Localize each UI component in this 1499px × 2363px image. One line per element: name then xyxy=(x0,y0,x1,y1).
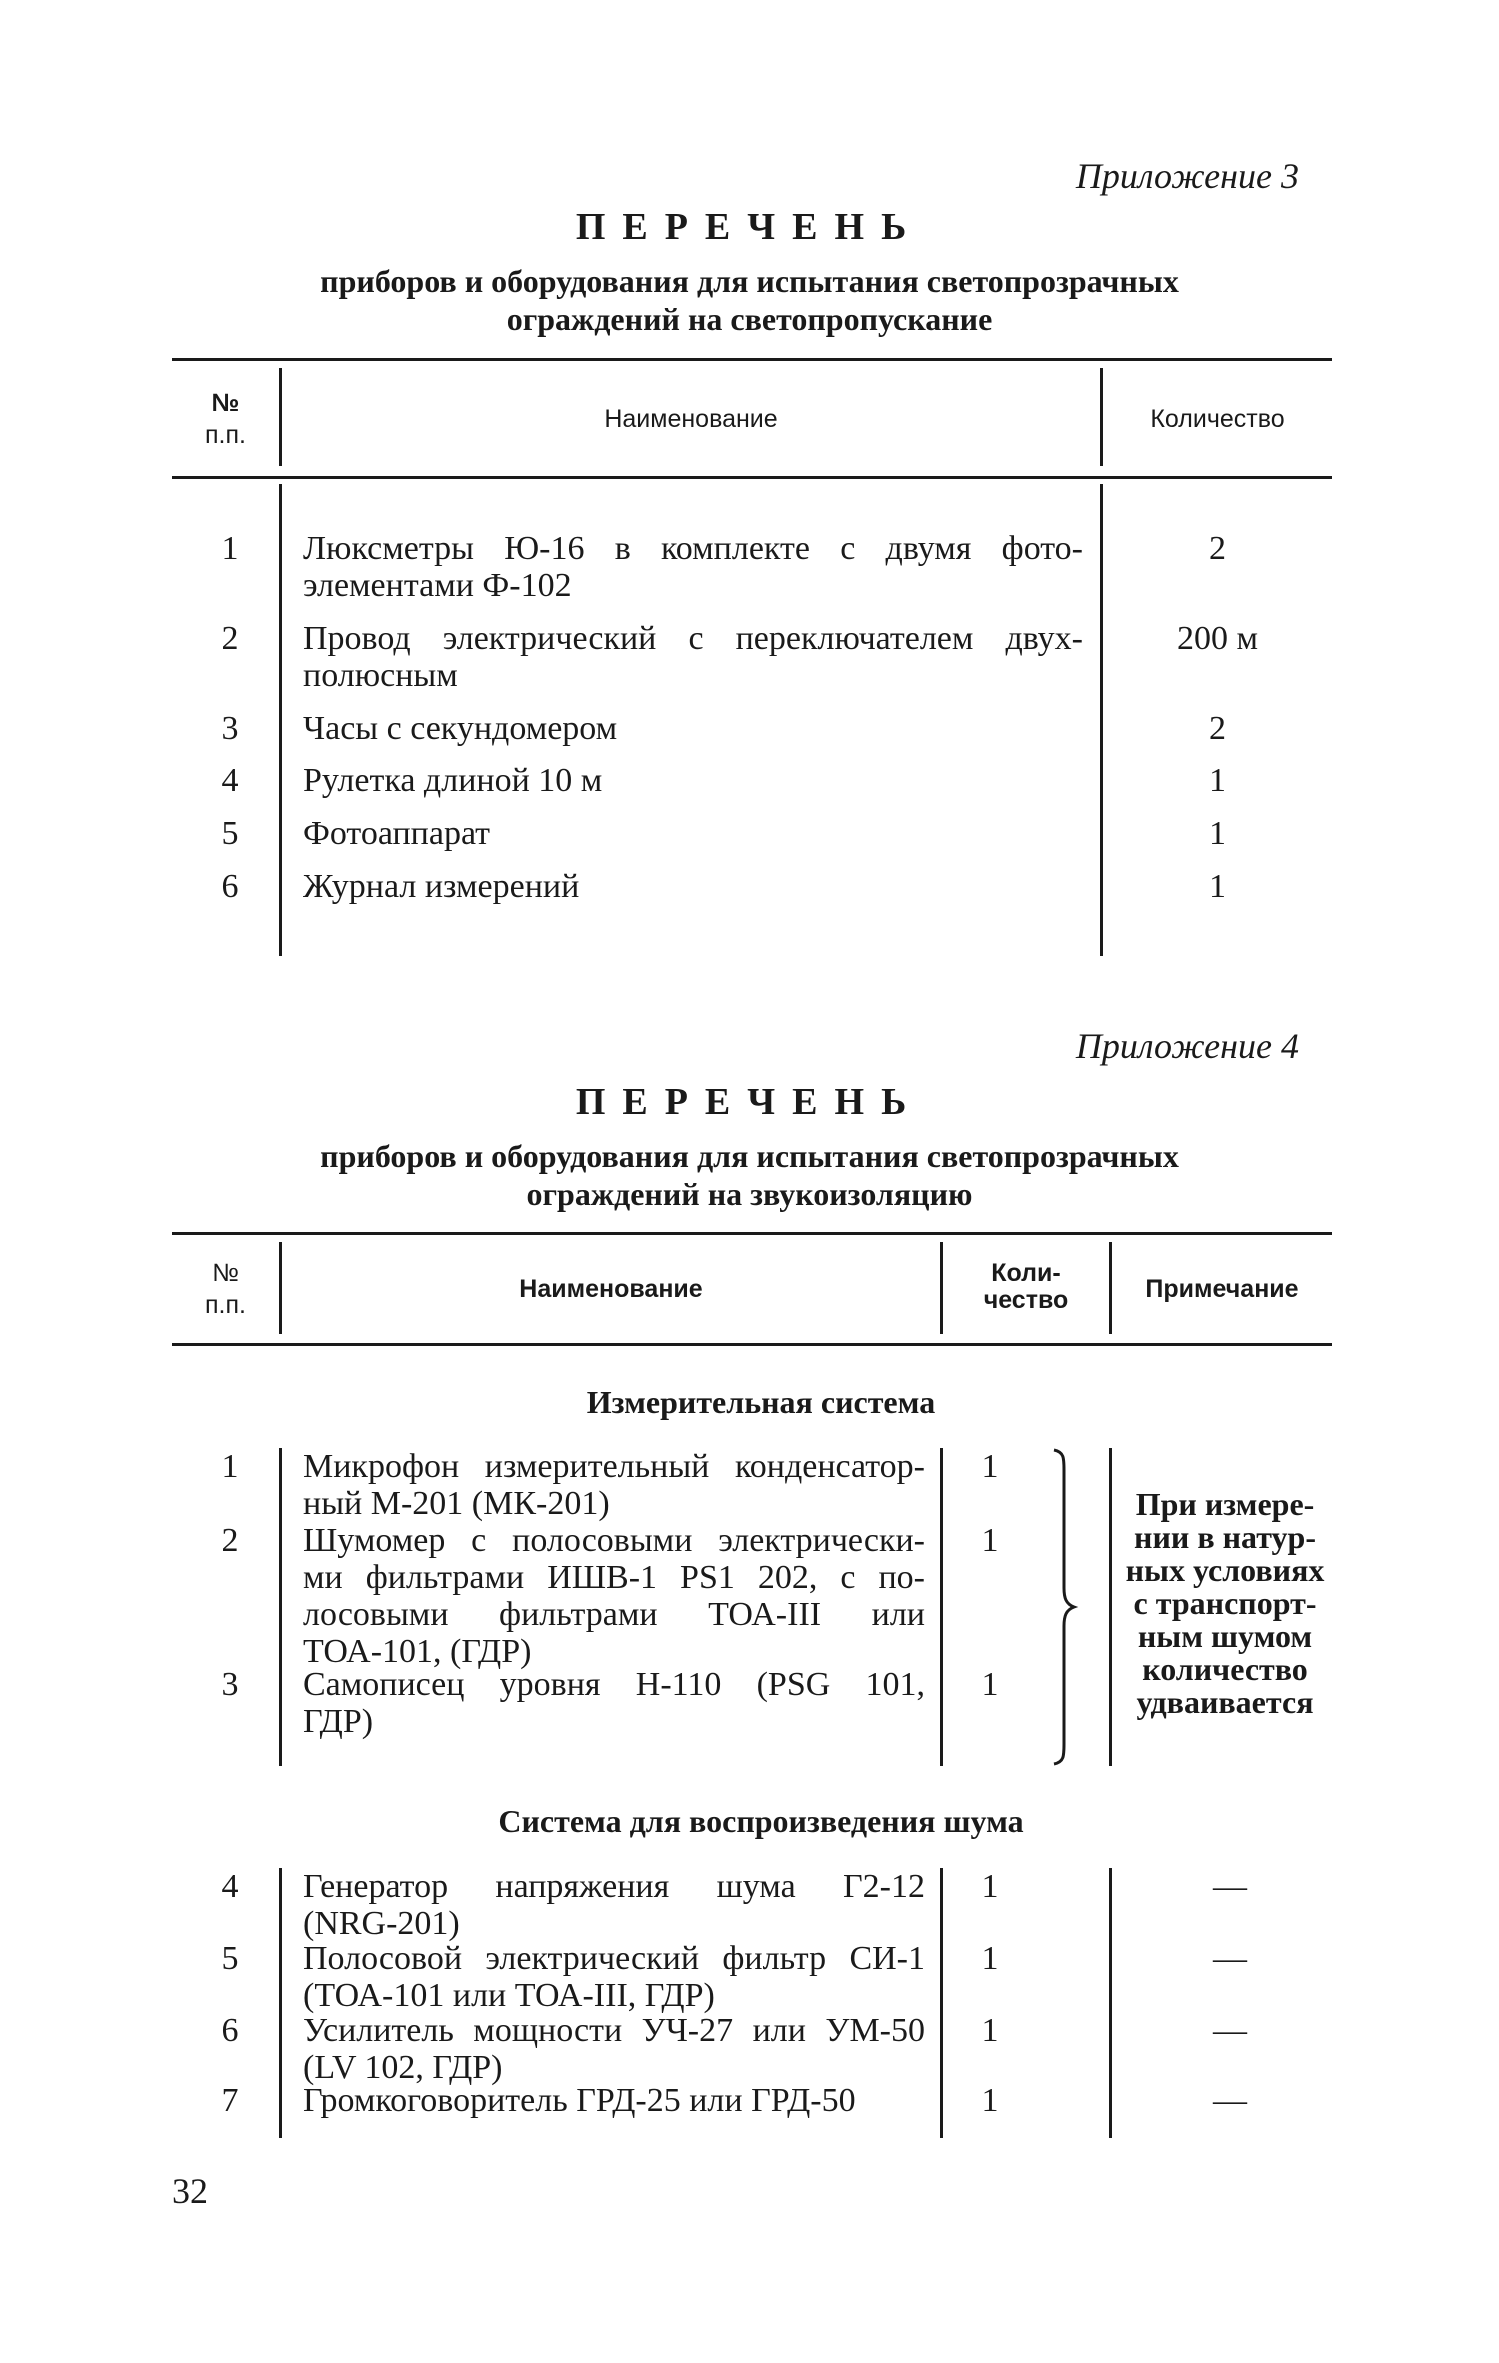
right-brace xyxy=(1050,1448,1080,1766)
table-3-row-2-name: Провод электрический с переключателем двух- полюсным xyxy=(303,620,1083,694)
appendix-3-title: ПЕРЕЧЕНЬ xyxy=(575,206,924,248)
table-3-row-4-name: Рулетка длиной 10 м xyxy=(303,762,603,799)
table-4-row-7-name: Громкоговоритель ГРД-25 или ГРД-50 xyxy=(303,2082,856,2119)
table-3-header-rule xyxy=(172,476,1332,479)
table-3-row-5-name: Фотоаппарат xyxy=(303,815,491,852)
appendix-4-subtitle-line1: приборов и оборудования для испытания светопрозрачных xyxy=(320,1138,1179,1174)
table-4-sec1-divider-2 xyxy=(940,1448,943,1766)
table-4-header-qty-line1: Коли- xyxy=(991,1259,1061,1287)
table-3-row-6-num: 6 xyxy=(221,868,239,905)
table-3-row-4-qty: 1 xyxy=(1209,762,1226,799)
table-3-row-6-name: Журнал измерений xyxy=(303,868,580,905)
table-3-row-2-num: 2 xyxy=(221,620,239,657)
appendix-3-subtitle-line2: ограждений на светопропускание xyxy=(506,301,993,337)
appendix-4-label: Приложение 4 xyxy=(1075,1026,1299,1066)
table-4-header-qty-line2: чество xyxy=(983,1286,1069,1314)
table-4-row-4-note: — xyxy=(1213,1868,1247,1905)
table-3-header-num-line1: № xyxy=(211,389,240,417)
table-4-row-2-num: 2 xyxy=(221,1522,239,1559)
table-3-header-name: Наименование xyxy=(604,405,778,433)
table-4-sec1-divider-3 xyxy=(1109,1448,1112,1766)
table-4-row-5-name: Полосовой электрический фильтр СИ-1 (ТОА-101 или ТОА-III, ГДР) xyxy=(303,1940,925,2014)
table-3-row-4-num: 4 xyxy=(221,762,239,799)
table-4-row-4-name: Генератор напряжения шума Г2-12 (NRG-201) xyxy=(303,1868,925,1942)
table-4-sec2-divider-2 xyxy=(940,1868,943,2138)
table-4-header-rule xyxy=(172,1343,1332,1346)
table-3-row-3-qty: 2 xyxy=(1209,710,1226,747)
section-noise-reproduction: Система для воспроизведения шума xyxy=(498,1803,1024,1839)
table-4-row-3-name: Самописец уровня Н-110 (PSG 101, ГДР) xyxy=(303,1666,925,1740)
table-4-sec2-divider-1 xyxy=(279,1868,282,2138)
table-3-row-1-qty: 2 xyxy=(1209,530,1226,567)
table-4-row-7-note: — xyxy=(1213,2082,1247,2119)
table-3-row-1-name: Люксметры Ю-16 в комплекте с двумя фото- элементами Ф-102 xyxy=(303,530,1083,604)
table-4-row-2-name: Шумомер с полосовыми электрически- ми фильтрами ИШВ-1 PS1 202, с по- лосовыми фильтрами ТОА-III или ТОА-101, (ГДР) xyxy=(303,1522,925,1670)
page-number: 32 xyxy=(172,2171,208,2211)
table-3-header-qty: Количество xyxy=(1150,405,1285,433)
table-4-row-5-qty: 1 xyxy=(981,1940,999,1977)
appendix-4-title: ПЕРЕЧЕНЬ xyxy=(575,1081,924,1123)
table-4-row-6-num: 6 xyxy=(221,2012,239,2049)
table-3-header-num-line2: п.п. xyxy=(205,421,246,449)
appendix-3-label: Приложение 3 xyxy=(1075,156,1299,196)
table-4-header-note: Примечание xyxy=(1145,1275,1299,1303)
table-4-row-6-name: Усилитель мощности УЧ-27 или УМ-50 (LV 102, ГДР) xyxy=(303,2012,925,2086)
table-3-top-rule xyxy=(172,358,1332,361)
table-3-row-5-num: 5 xyxy=(221,815,239,852)
table-3-row-6-qty: 1 xyxy=(1209,868,1226,905)
table-4-row-7-num: 7 xyxy=(221,2082,239,2119)
table-4-row-4-qty: 1 xyxy=(981,1868,999,1905)
table-4-row-2-qty: 1 xyxy=(981,1522,999,1559)
table-4-row-4-num: 4 xyxy=(221,1868,239,1905)
table-3-row-2-qty: 200 м xyxy=(1176,620,1258,657)
table-4-row-1-qty: 1 xyxy=(981,1448,999,1485)
appendix-3-subtitle-line1: приборов и оборудования для испытания светопрозрачных xyxy=(320,263,1179,299)
measuring-system-note: При измере- нии в натур- ных условиях с транспорт- ным шумом количество удваивается xyxy=(1125,1486,1325,1720)
table-4-row-6-qty: 1 xyxy=(981,2012,999,2049)
table-4-row-1-name: Микрофон измерительный конденсатор- ный М-201 (МК-201) xyxy=(303,1448,925,1522)
table-3-row-3-name: Часы с секундомером xyxy=(303,710,618,747)
table-4-row-6-note: — xyxy=(1213,2012,1247,2049)
table-4-row-7-qty: 1 xyxy=(981,2082,999,2119)
table-4-header-num-line2: п.п. xyxy=(205,1291,246,1319)
table-4-header-num-line1: № xyxy=(212,1259,239,1287)
table-4-row-3-num: 3 xyxy=(221,1666,239,1703)
section-measuring-system: Измерительная система xyxy=(586,1384,936,1420)
table-4-row-1-num: 1 xyxy=(221,1448,239,1485)
table-4-row-5-note: — xyxy=(1213,1940,1247,1977)
appendix-4-subtitle-line2: ограждений на звукоизоляцию xyxy=(526,1176,973,1212)
table-4-row-3-qty: 1 xyxy=(981,1666,999,1703)
table-4-top-rule xyxy=(172,1232,1332,1235)
table-3-row-1-num: 1 xyxy=(221,530,239,567)
table-3-body-divider-1 xyxy=(279,484,282,956)
table-3-row-3-num: 3 xyxy=(221,710,239,747)
table-3-row-5-qty: 1 xyxy=(1209,815,1226,852)
table-4-row-5-num: 5 xyxy=(221,1940,239,1977)
table-4-header-name: Наименование xyxy=(519,1275,703,1303)
table-4-sec1-divider-1 xyxy=(279,1448,282,1766)
table-4-sec2-divider-3 xyxy=(1109,1868,1112,2138)
